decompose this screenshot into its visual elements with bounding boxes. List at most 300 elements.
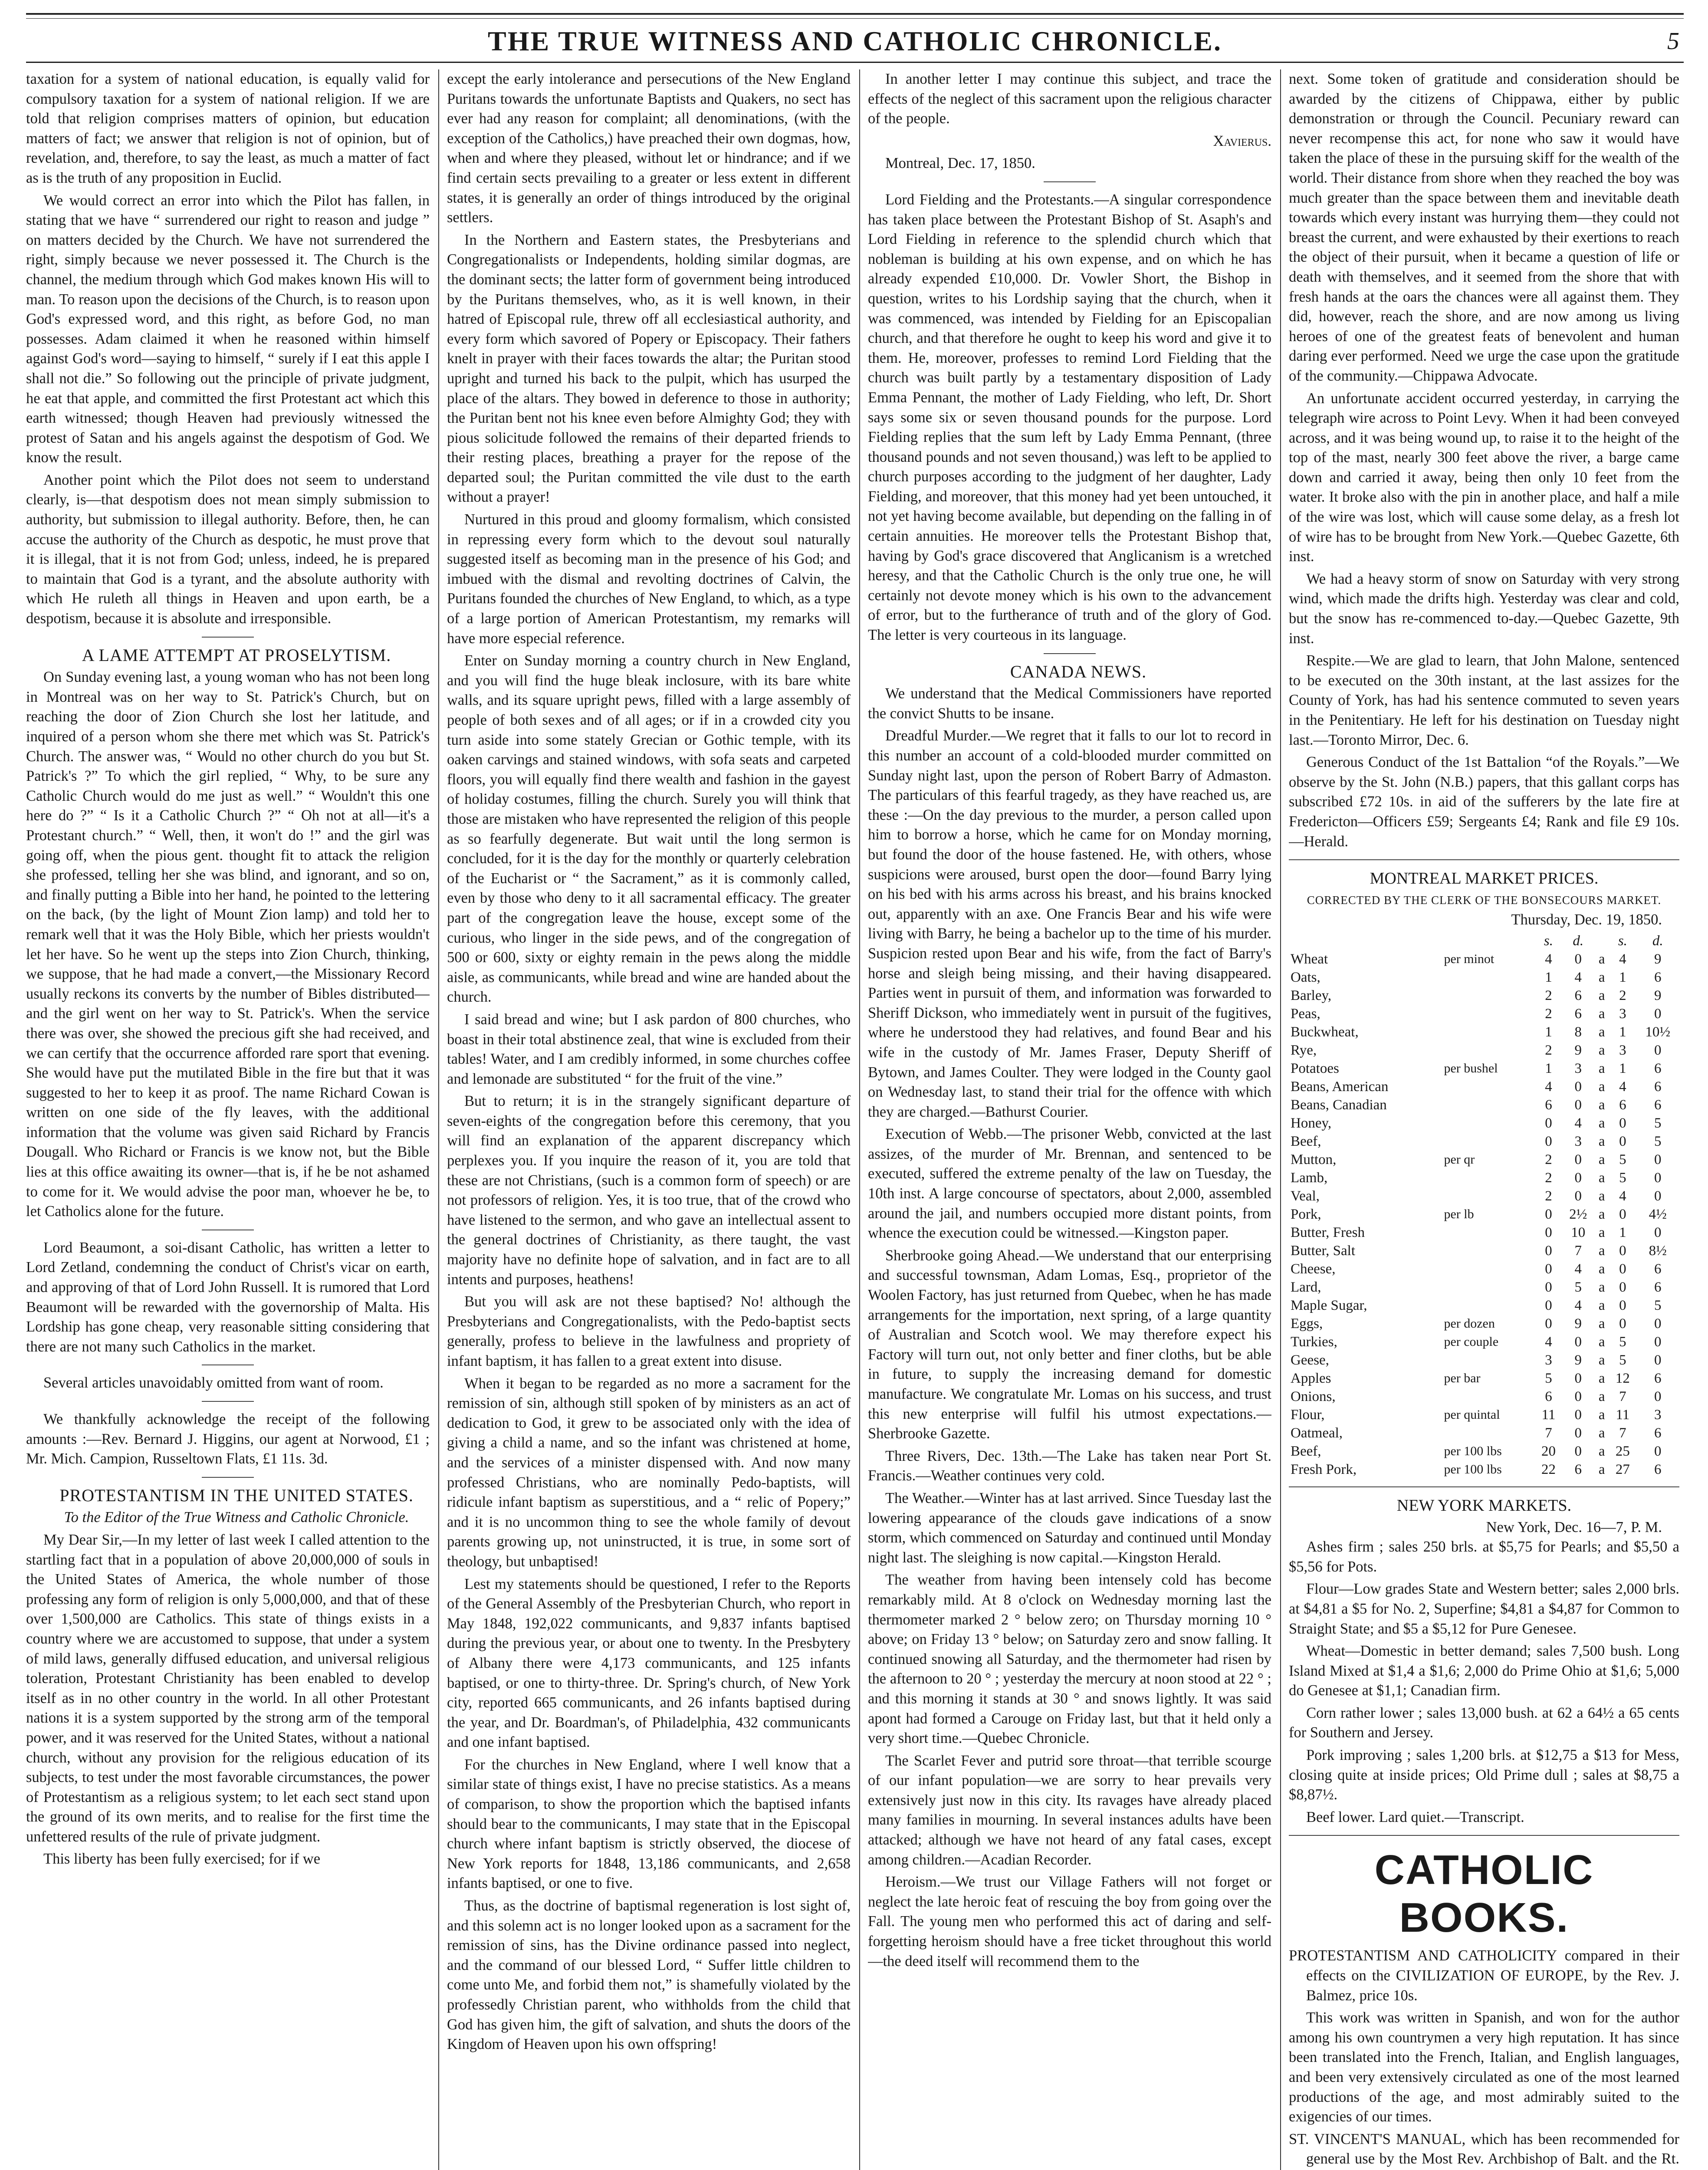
market-unit (1442, 1023, 1535, 1041)
market-item: Turkies, (1291, 1334, 1337, 1350)
market-price: 0 (1545, 1297, 1552, 1313)
article-paragraph: We would correct an error into which the Pilot has fallen, in stating that we have “ surrendered our right to reason and judge ” on matters decided by the Church. We have not surrendered the right, simply because we never possessed it. The Church is the channel, the medium through which God makes known His will to man. To reason upon the decisions of the Church, is to reason upon God's expressed word, and this right, as before God, no man possesses. Adam claimed it when he reasoned within himself against God's word—saying to himself, “ surely if I eat this apple I shall not die.” So following out the principle of private judgment, he eat that apple, and committed the first Protestant act which this earth witnessed; though Heaven had previously witnessed the protest of Satan and his angels against the despotism of God. We know the result. (26, 192, 430, 466)
notice-paragraph: Several articles unavoidably omitted from want of room. (43, 1374, 384, 1391)
news-paragraph: Three Rivers, Dec. 13th.—The Lake has taken near Port St. Francis.—Weather continues very cold. (868, 1447, 1271, 1484)
market-row (1289, 1333, 1679, 1351)
news-paragraph: Heroism.—We trust our Village Fathers will not forget or neglect the late heroic feat of rescuing the boy from going over the Fall. The young men who performed this act of daring and self-forgetting heroism should have a free ticket throughout this world—the deed itself will recommend them to the (868, 1874, 1271, 1969)
ad-paragraph: PROTESTANTISM AND CATHOLICITY compared in their effects on the CIVILIZATION OF EUROPE, by the Rev. J. Balmez, price 10s. (1289, 1947, 1679, 2004)
market-row (1289, 1114, 1679, 1132)
market-price: 7 (1545, 1425, 1552, 1441)
market-price: 6 (1574, 1461, 1582, 1477)
article-paragraph: For the churches in New England, where I well know that a similar state of things exist, I have no precise statistics. As a means of comparison, to show the proportion which the baptised infants should bear to the communicants, I may state that in the Episcopal church where infant baptism is strictly observed, the diocese of New York reports for 1848, 13,186 communicants, and 2,658 infants baptised, or one to five. (447, 1756, 851, 1892)
market-price: 0 (1654, 1170, 1662, 1186)
market-price: 2 (1545, 987, 1552, 1003)
market-unit (1442, 1242, 1535, 1260)
market-paragraph: Corn rather lower ; sales 13,000 bush. at 62 a 64½ a 65 cents for Southern and Jersey. (1289, 1704, 1679, 1741)
market-row (1289, 1369, 1679, 1387)
separator (1289, 859, 1679, 860)
market-row (1289, 1151, 1679, 1169)
market-price: 4 (1545, 1334, 1552, 1350)
article-paragraph: I said bread and wine; but I ask pardon of 800 churches, who boast in their total abstinence zeal, that wine is excluded from their tables! Water, and I am credibly informed, in some churches coffee and lemonade are substituted “ for the fruit of the vine.” (447, 1011, 851, 1087)
column-3 (868, 69, 1271, 2170)
market-price: 4 (1574, 1297, 1582, 1313)
market-unit (1442, 1078, 1535, 1096)
article-paragraph: Thus, as the doctrine of baptismal regeneration is lost sight of, and this solemn act is no longer looked upon as a sacrament for the remission of sins, has the Divine ordinance passed into neglect, and the command of our blessed Lord, “ Suffer little children to come unto Me, and forbid them not,” is shamefully violated by the professedly Christian parent, who withholds from the child that God has given him, the gift of salvation, and shuts the doors of the Kingdom of Heaven upon his own offspring! (447, 1897, 851, 2053)
page-number: 5 (1667, 28, 1679, 55)
market-item: Beans, Canadian (1291, 1097, 1387, 1113)
market-price: a (1598, 1115, 1605, 1131)
market-price: 4 (1619, 1078, 1626, 1095)
market-paragraph: Wheat—Domestic in better demand; sales 7,500 bush. Long Island Mixed at $1,4 a $1,6; 2,000 do Prime Ohio at $1,6; 5,000 do Genesee at $1,1; Canadian firm. (1289, 1643, 1679, 1699)
market-unit (1442, 1114, 1535, 1132)
market-item: Eggs, (1291, 1315, 1323, 1332)
market-price: 0 (1574, 1425, 1582, 1441)
market-unit (1442, 986, 1535, 1005)
market-price: 0 (1574, 951, 1582, 967)
market-header-row (1289, 932, 1679, 950)
separator (202, 637, 254, 638)
market-unit (1442, 1132, 1535, 1151)
market-row (1289, 1205, 1679, 1223)
market-price: a (1598, 1425, 1605, 1441)
market-item: Rye, (1291, 1042, 1317, 1058)
market-price: 1 (1619, 969, 1626, 985)
market-price: 0 (1654, 1443, 1662, 1459)
montreal-market-table (1289, 932, 1679, 1479)
market-price: 25 (1615, 1443, 1630, 1459)
market-price: 0 (1574, 1188, 1582, 1204)
market-price: 0 (1654, 1188, 1662, 1204)
market-price: 1 (1619, 1024, 1626, 1040)
ad-paragraph: This work was written in Spanish, and won for the author among his own countrymen a very high reputation. It has since been translated into the French, Italian, and English languages, and been very extensively circulated as one of the most learned productions of the age, and most admirably suited to the exigencies of our times. (1289, 2009, 1679, 2125)
market-price: 0 (1654, 1042, 1662, 1058)
market-price: 10 (1571, 1224, 1586, 1240)
market-item: Fresh Pork, (1291, 1461, 1357, 1477)
market-row (1289, 1260, 1679, 1278)
market-price: 0 (1574, 1097, 1582, 1113)
news-paragraph: Execution of Webb.—The prisoner Webb, convicted at the last assizes, of the murder of Mr. Brennan, and sentenced to be executed, suffered the extreme penalty of the law on Tuesday, the 10th inst. A large concourse of spectators, about 2,000, assembled around the jail, and numbers occupied more distant points, from whence the execution could be witnessed.—Kingston paper. (868, 1126, 1271, 1242)
market-price: a (1598, 1243, 1605, 1259)
market-item: Honey, (1291, 1115, 1332, 1131)
market-price: 7 (1619, 1388, 1626, 1404)
market-row (1289, 1351, 1679, 1369)
market-unit (1442, 1424, 1535, 1442)
market-item: Pork, (1291, 1206, 1321, 1222)
market-unit: per qr (1444, 1152, 1475, 1167)
market-price: 0 (1574, 1407, 1582, 1423)
market-price: 0 (1545, 1279, 1552, 1295)
market-price: a (1598, 1060, 1605, 1076)
market-paragraph: Flour—Low grades State and Western better; sales 2,000 brls. at $4,81 a $5 for No. 2, Superfine; $4,81 a $4,87 for Common to Straight State; and $5 a $5,12 for Pure Genesee. (1289, 1581, 1679, 1637)
news-paragraph: Respite.—We are glad to learn, that John Malone, sentenced to be executed on the 30th instant, at the last assizes for the County of York, has had his sentence commuted to seven years in the Penitentiary. He left for his destination on Tuesday night last.—Toronto Mirror, Dec. 6. (1289, 652, 1679, 748)
article-heading: A LAME ATTEMPT AT PROSELYTISM. (82, 645, 391, 665)
market-price: 5 (1545, 1370, 1552, 1386)
market-row (1289, 1005, 1679, 1023)
masthead-title: THE TRUE WITNESS AND CATHOLIC CHRONICLE. (488, 26, 1222, 56)
market-price: 3 (1574, 1133, 1582, 1149)
market-price: 8½ (1649, 1243, 1667, 1259)
market-item: Oatmeal, (1291, 1425, 1343, 1441)
market-price: 22 (1541, 1461, 1556, 1477)
market-price: 11 (1616, 1407, 1630, 1423)
market-unit: per minot (1444, 951, 1494, 966)
market-price: 4 (1619, 1188, 1626, 1204)
market-row (1289, 1278, 1679, 1296)
market-row (1289, 1132, 1679, 1151)
market-unit (1442, 1096, 1535, 1114)
pence-header: d. (1573, 933, 1584, 949)
market-price: 0 (1619, 1243, 1626, 1259)
market-price: 0 (1545, 1133, 1552, 1149)
market-unit (1442, 1169, 1535, 1187)
market-price: 9 (1574, 1042, 1582, 1058)
market-price: 6 (1574, 1006, 1582, 1022)
market-item: Lard, (1291, 1279, 1321, 1295)
market-price: 11 (1541, 1407, 1556, 1423)
market-unit (1442, 1041, 1535, 1059)
market-price: a (1598, 1315, 1605, 1332)
article-paragraph: My Dear Sir,—In my letter of last week I called attention to the startling fact that in a population of above 20,000,000 of souls in the United States of America, the whole number of those professing any form of religion is only 5,000,000, and that of these over 1,500,000 are Catholics. This state of things exists in a country where we are accustomed to suppose, that under a system of mild laws, generally diffused education, and universal religious toleration, Protestant Christianity has been enabled to develop itself as in no other country in the world. In all other Protestant nations it is a system supported by the strong arm of the temporal power, and it was reserved for the United States, without a national church, without any provision for the religious education of its subjects, to test under the most favorable circumstances, the power of Protestantism as a religious system; to let each sect stand upon the ground of its own merits, and to realise for the first time the unfettered results of the rule of private judgment. (26, 1531, 430, 1845)
market-unit: per 100 lbs (1444, 1462, 1502, 1476)
market-row (1289, 1059, 1679, 1078)
market-row (1289, 1187, 1679, 1205)
separator (202, 1401, 254, 1402)
market-price: 6 (1654, 1060, 1662, 1076)
market-price: 0 (1654, 1006, 1662, 1022)
market-price: 5 (1654, 1115, 1662, 1131)
column-divider (859, 69, 860, 2170)
montreal-market-corrected: CORRECTED BY THE CLERK OF THE BONSECOURS MARKET. (1307, 893, 1662, 907)
market-item: Maple Sugar, (1291, 1297, 1367, 1313)
article-paragraph: Lord Beaumont, a soi-disant Catholic, has written a letter to Lord Zetland, condemning the conduct of Christ's vicar on earth, and approving of that of Lord John Russell. It is rumored that Lord Beaumont will be rewarded with the governorship of Malta. His Lordship has gone cheap, very reasonable sitting considering that there are not many such Catholics in the market. (26, 1239, 430, 1355)
market-price: 10½ (1645, 1024, 1671, 1040)
news-paragraph: An unfortunate accident occurred yesterday, in carrying the telegraph wire across to Point Levy. When it had been conveyed across, and it was being wound up, to raise it to the height of the top of the mast, nearly 300 feet above the river, a barge came down and carried it away, being then only 10 feet from the water. It broke also with the pin in another place, and half a mile of the wire was lost, which will cause some delay, as a fresh lot of wire has to be brought from New York.—Quebec Gazette, 6th inst. (1289, 390, 1679, 565)
market-price: a (1598, 1352, 1605, 1368)
article-paragraph: Enter on Sunday morning a country church in New England, and you will find the huge bleak inclosure, with its bare white walls, and its square upright pews, filled with a large assembly of people of both sexes and of all ages; or if in a crowded city you turn aside into some stately Grecian or Gothic temple, with its oaken carvings and stained windows, with sofa seats and carpeted floors, you will equally find there wealth and fashion in the gayest of holiday costumes, filling the church. Surely you will think that those are mistaken who have represented the religion of this people as so fearfully degenerate. But wait until the long sermon is concluded, for it is the day for the monthly or quarterly celebration of the Eucharist or “ the Sacrament,” as it is commonly called, even by those who deny to it all sacramental efficacy. The greater part of the congregation leave the house, except some of the curious, who linger in the side pews, and of the congregation of 500 or 600, sixty or eighty remain in the pews along the middle aisle, as communicants, while bread and wine are handed about the church. (447, 652, 851, 1006)
market-price: 6 (1654, 1261, 1662, 1277)
news-paragraph: We understand that the Medical Commissioners have reported the convict Shutts to be insane. (868, 685, 1271, 722)
market-price: 0 (1654, 1151, 1662, 1167)
market-item: Apples (1291, 1370, 1331, 1386)
news-paragraph: The Scarlet Fever and putrid sore throat—that terrible scourge of our infant population—we are sorry to hear prevails very extensively just now in this city. Its ravages have already placed many families in mourning. In several instances adults have been attacked; although we have not heard of any fatal cases, except among children.—Acadian Recorder. (868, 1752, 1271, 1868)
column-2 (447, 69, 851, 2170)
market-row (1289, 1096, 1679, 1114)
market-paragraph: Ashes firm ; sales 250 brls. at $5,75 for Pearls; and $5,50 a $5,56 for Pots. (1289, 1539, 1679, 1575)
market-price: 3 (1654, 1407, 1662, 1423)
market-item: Beef, (1291, 1133, 1321, 1149)
market-price: 1 (1545, 1060, 1552, 1076)
market-price: 4 (1574, 969, 1582, 985)
news-paragraph: Dreadful Murder.—We regret that it falls to our lot to record in this number an account of a cold-blooded murder committed on Sunday night last, upon the person of Robert Barry of Admaston. The particulars of this fearful tragedy, as they have reached us, are these :—On the day previous to the murder, a person called upon him to borrow a horse, which he came for on Monday morning, but found the door of the house fastened. He, with others, whose suspicions were aroused, burst open the door—found Barry lying on his bed with his arms across his breast, and his brains knocked out, apparently with an axe. One Francis Bear and his wife were living with Barry, he being a bachelor up to the time of his murder. Suspicion rested upon Bear and his wife, from the fact of Barry's horse and sleigh being missing, and their having disappeared. Parties went in pursuit of them, and information was forwarded to Sheriff Dickson, who immediately went in pursuit of the fugitives, where he understood they had relatives, and found Bear and his wife in the custody of Mr. James Fraser, Deputy Sheriff of Bytown, and James Coulter. They were lodged in the County gaol on Wednesday last, to stand their trial for the offence with which they are charged.—Bathurst Courier. (868, 727, 1271, 1120)
market-unit (1442, 1005, 1535, 1023)
market-item: Mutton, (1291, 1151, 1337, 1167)
market-row (1289, 968, 1679, 986)
article-paragraph: But to return; it is in the strangely significant departure of seven-eights of the congregation before this ceremony, that you will find an explanation of the apparent discrepancy which perplexes you. If you inquire the reason of it, you are told that these are not Christians, (such is a common form of speech) or are not professors of religion. Yes, it is too true, that of the crowd who have listened to the sermon, and who gave an intellectual assent to the general doctrines of Christianity, as there taught, the vast majority have no definite hope of salvation, and in fact are to all intents and purposes, heathens! (447, 1093, 851, 1288)
market-price: 4 (1545, 951, 1552, 967)
market-row (1289, 1223, 1679, 1242)
market-price: 9 (1574, 1352, 1582, 1368)
market-price: 4½ (1649, 1206, 1667, 1222)
market-price: 5 (1619, 1334, 1626, 1350)
market-price: 4 (1574, 1261, 1582, 1277)
market-item: Onions, (1291, 1388, 1336, 1404)
separator (202, 1364, 254, 1365)
market-price: 0 (1619, 1206, 1626, 1222)
market-row (1289, 1315, 1679, 1333)
market-row (1289, 1078, 1679, 1096)
market-price: 2 (1545, 1151, 1552, 1167)
market-price: 1 (1619, 1060, 1626, 1076)
market-row (1289, 986, 1679, 1005)
market-price: a (1598, 1461, 1605, 1477)
market-price: 6 (1654, 1425, 1662, 1441)
market-price: 6 (1654, 1461, 1662, 1477)
market-item: Potatoes (1291, 1060, 1339, 1076)
article-paragraph: Another point which the Pilot does not seem to understand clearly, is—that despotism does not mean simply submission to authority, but submission to illegal authority. Before, then, he can accuse the authority of the Church as despotic, he must prove that it is illegal, that it is not from God; unless, indeed, he is prepared to maintain that God is a tyrant, and the absolute authority with which He ruleth all things in Heaven and upon earth, be a despotism, because it is absolute and irresponsible. (26, 471, 430, 627)
market-price: 2 (1545, 1042, 1552, 1058)
market-price: 6 (1654, 969, 1662, 985)
market-price: 2 (1545, 1188, 1552, 1204)
market-price: 0 (1545, 1315, 1552, 1332)
market-price: 2 (1619, 987, 1626, 1003)
article-paragraph: Nurtured in this proud and gloomy formalism, which consisted in repressing every form which to the devout soul naturally suggested itself as becoming man in the presence of his God; and imbued with the dismal and revolting doctrines of Calvin, the Puritans founded the churches of New England, to which, as a type of a large portion of American Protestantism, my remarks will have more especial reference. (447, 511, 851, 647)
market-unit: per 100 lbs (1444, 1443, 1502, 1458)
market-paragraph: Pork improving ; sales 1,200 brls. at $12,75 a $13 for Mess, closing quite at inside prices; Old Prime dull ; sales at $8,75 a $8,87½. (1289, 1747, 1679, 1803)
market-paragraph: Beef lower. Lard quiet.—Transcript. (1306, 1808, 1524, 1825)
ad-paragraph: ST. VINCENT'S MANUAL, which has been recommended for general use by the Most Rev. Archbishop of Balt. and the Rt. (1289, 2131, 1679, 2167)
market-item: Oats, (1291, 969, 1320, 985)
separator (1044, 653, 1096, 654)
market-price: a (1598, 1388, 1605, 1404)
market-price: 0 (1619, 1279, 1626, 1295)
pence-header: d. (1652, 933, 1663, 949)
separator (1289, 1486, 1679, 1487)
article-paragraph: Lest my statements should be questioned, I refer to the Reports of the General Assembly of the Presbyterian Church, who report in May 1848, 192,022 communicants, and 9,837 infants baptised during the previous year, or about one to twenty. In the Presbytery of Albany there were 4,173 communicants, and 125 infants baptised, or one to thirty-three. Dr. Spring's church, of New York city, reported 665 communicants, and 26 infants baptised during the year, and Dr. Boardman's, of Philadelphia, 432 communicants and one infant baptised. (447, 1575, 851, 1751)
market-row (1289, 1460, 1679, 1479)
market-price: 4 (1619, 951, 1626, 967)
market-price: 6 (1574, 987, 1582, 1003)
market-row (1289, 1242, 1679, 1260)
market-price: 5 (1619, 1352, 1626, 1368)
column-1 (26, 69, 430, 2170)
market-item: Veal, (1291, 1188, 1320, 1204)
market-row (1289, 1296, 1679, 1315)
letter-dateline: Montreal, Dec. 17, 1850. (885, 155, 1035, 172)
column-divider (438, 69, 439, 2170)
market-unit (1442, 968, 1535, 986)
market-row (1289, 1406, 1679, 1424)
market-price: 0 (1654, 1352, 1662, 1368)
market-price: 9 (1574, 1315, 1582, 1332)
market-item: Beans, American (1291, 1078, 1389, 1095)
market-price: 3 (1574, 1060, 1582, 1076)
market-price: a (1598, 1170, 1605, 1186)
market-price: 6 (1654, 1078, 1662, 1095)
column-4 (1289, 69, 1679, 2170)
market-unit: per quintal (1444, 1407, 1500, 1422)
market-price: 2 (1545, 1006, 1552, 1022)
news-paragraph: Sherbrooke going Ahead.—We understand that our enterprising and successful townsman, Adam Lomas, Esq., proprietor of the Woolen Factory, has just returned from Quebec, when he has made arrangements for the importation, next spring, of a large quantity of Australian and Scotch wool. We may therefore expect his Factory will turn out, not only better and finer cloths, but be able in future, to supply the increasing demand for domestic manufacture. We congratulate Mr. Lomas on his success, and trust this new enterprise will fulfil his utmost expectations.—Sherbrooke Gazette. (868, 1247, 1271, 1442)
market-price: 5 (1654, 1297, 1662, 1313)
market-unit (1442, 1260, 1535, 1278)
section-heading: CANADA NEWS. (1010, 661, 1147, 681)
market-price: 1 (1545, 1024, 1552, 1040)
news-paragraph: The weather from having been intensely cold has become remarkably mild. At 8 o'clock on Wednesday morning last the thermometer marked 2 ° below zero; on Thursday morning 10 ° above; on Friday 13 ° below; on Saturday zero and snow falling. It continued snowing all Saturday, and the thermometer had risen by the afternoon to 20 ° ; yesterday the mercury at noon stood at 22 ° ; and this morning it stands at 30 ° and snows lightly. It was said apont had formed a Carouge on Friday last, but that it held only a very short time.—Quebec Chronicle. (868, 1572, 1271, 1747)
market-unit (1442, 1278, 1535, 1296)
market-item: Peas, (1291, 1006, 1320, 1022)
market-price: a (1598, 1024, 1605, 1040)
separator (202, 1477, 254, 1478)
market-price: 6 (1654, 1097, 1662, 1113)
montreal-market-title: MONTREAL MARKET PRICES. (1370, 869, 1599, 888)
market-item: Flour, (1291, 1407, 1325, 1423)
letter-signature: Xavierus. (1213, 132, 1271, 149)
market-price: a (1598, 1443, 1605, 1459)
market-item: Butter, Salt (1291, 1243, 1355, 1259)
separator (1044, 181, 1096, 182)
market-row (1289, 1169, 1679, 1187)
market-unit: per bushel (1444, 1061, 1498, 1075)
market-price: 0 (1574, 1388, 1582, 1404)
market-price: a (1598, 1097, 1605, 1113)
market-unit: per lb (1444, 1207, 1474, 1221)
market-unit (1442, 1387, 1535, 1406)
market-price: a (1598, 1133, 1605, 1149)
market-unit: per couple (1444, 1334, 1499, 1349)
market-price: 0 (1619, 1115, 1626, 1131)
market-price: 0 (1574, 1370, 1582, 1386)
market-price: a (1598, 1151, 1605, 1167)
market-price: 5 (1654, 1133, 1662, 1149)
market-row (1289, 1424, 1679, 1442)
market-price: 0 (1545, 1224, 1552, 1240)
market-price: 0 (1654, 1388, 1662, 1404)
market-price: 7 (1574, 1243, 1582, 1259)
market-unit: per bar (1444, 1371, 1481, 1385)
market-price: 4 (1545, 1078, 1552, 1095)
article-heading: PROTESTANTISM IN THE UNITED STATES. (59, 1485, 414, 1505)
market-price: 3 (1545, 1352, 1552, 1368)
market-price: 0 (1545, 1115, 1552, 1131)
market-price: 0 (1619, 1315, 1626, 1332)
market-price: 20 (1541, 1443, 1556, 1459)
market-price: 0 (1574, 1443, 1582, 1459)
market-price: 8 (1574, 1024, 1582, 1040)
news-paragraph: Generous Conduct of the 1st Battalion “of the Royals.”—We observe by the St. John (N.B.) papers, that this gallant corps has subscribed £72 10s. in aid of the sufferers by the late fire at Fredericton—Officers £59; Sergeants £4; Rank and file £9 10s.—Herald. (1289, 754, 1679, 850)
market-price: 5 (1619, 1151, 1626, 1167)
market-unit (1442, 1296, 1535, 1315)
market-price: 6 (1619, 1097, 1626, 1113)
top-thin-rule (26, 18, 1684, 19)
newyork-market-title: NEW YORK MARKETS. (1396, 1496, 1572, 1515)
article-paragraph: This liberty has been fully exercised; for if we (43, 1851, 321, 1868)
market-price: 7 (1619, 1425, 1626, 1441)
market-price: 0 (1574, 1078, 1582, 1095)
market-price: 4 (1574, 1115, 1582, 1131)
market-row (1289, 1387, 1679, 1406)
newyork-market-date: New York, Dec. 16—7, P. M. (1486, 1519, 1662, 1535)
market-price: 0 (1654, 1315, 1662, 1332)
market-price: 6 (1545, 1097, 1552, 1113)
notice-paragraph: We thankfully acknowledge the receipt of the following amounts :—Rev. Bernard J. Higgins, our agent at Norwood, £1 ; Mr. Mich. Campion, Russeltown Flats, £1 11s. 3d. (26, 1411, 430, 1467)
market-price: 1 (1545, 969, 1552, 985)
market-price: a (1598, 951, 1605, 967)
market-price: a (1598, 1370, 1605, 1386)
market-item: Barley, (1291, 987, 1332, 1003)
market-price: 0 (1654, 1334, 1662, 1350)
article-paragraph: On Sunday evening last, a young woman who has not been long in Montreal was on her way to St. Patrick's Church, but on reaching the door of Zion Church she lost her latitude, and inquired of a person whom she there met which was St. Patrick's Church. The answer was, “ Would no other church do you but St. Patrick's ?” To which the girl replied, “ Why, to be sure any Catholic Church would do me just as well.” “ Wouldn't this one here do ?” “ Is it a Catholic Church ?” “ Oh not at all—it's a Protestant church.” “ Well, then, it won't do !” and the girl was going off, when the pious gent. thought fit to attack the religion she professed, telling her she was blind, and ignorant, and so on, and finally putting a Bible into her hand, he pointed to the lettering on the back, (by the light of Mount Zion lamp) and told her to remark well that it was the Holy Bible, which her priests wouldn't let her have. So he went up the steps into Zion Church, thinking, we suppose, that he had made a convert,—the Missionary Record usually reckons its converts by the number of Bibles distributed—and the girl went on her way to St. Patrick's. When the service there was over, she showed the precious gift she had received, and we can certify that the occurrence afforded rare sport that evening. She would have put the mutilated Bible in the fire but that it was suggested to her to keep it as proof. The name Richard Cowan is written on one side of the fly leaves, with the additional information that the volume was given said Richard by Francis Dougall. Who Richard or Francis is we know not, but the Bible lies at this office awaiting its owner—that is, if he be not ashamed to come for it. We would advise the poor man, whoever he be, to let Catholics alone for the future. (26, 669, 430, 1220)
market-price: 0 (1574, 1151, 1582, 1167)
masthead-rule (26, 62, 1684, 63)
market-unit (1442, 1187, 1535, 1205)
market-price: 9 (1654, 951, 1662, 967)
article-paragraph: But you will ask are not these baptised? No! although the Presbyterians and Congregationalists, with the Pedo-baptist sects generally, profess to believe in the lawfulness and propriety of infant baptism, it has fallen to a great extent into disuse. (447, 1293, 851, 1369)
market-price: 0 (1545, 1261, 1552, 1277)
market-item: Geese, (1291, 1352, 1329, 1368)
market-price: 0 (1619, 1261, 1626, 1277)
market-item: Cheese, (1291, 1261, 1336, 1277)
market-price: 6 (1545, 1388, 1552, 1404)
market-unit (1442, 1223, 1535, 1242)
market-row (1289, 1023, 1679, 1041)
market-item: Lamb, (1291, 1170, 1328, 1186)
market-price: a (1598, 987, 1605, 1003)
article-paragraph: In the Northern and Eastern states, the Presbyterians and Congregationalists or Independents, holding similar dogmas, are the dominant sects; the latter form of government being introduced by the Puritans themselves, who, as it is well known, in their hatred of Episcopal rule, threw off all ecclesiastical authority, and every form which savored of Popery or Episcopacy. Their fathers knelt in prayer with their faces towards the altar; the Puritan stood upright and turned his back to the pulpit, which has usurped the place of the altars. They bowed in deference to those in authority; the Puritan bent not his knee even before Almighty God; they with pious solicitude followed the remains of their departed friends to their resting places, breathing a prayer for the repose of the departed soul; the Puritan committed the vile dust to the earth without a prayer! (447, 231, 851, 506)
catholic-books-ad-title: CATHOLIC BOOKS. (1374, 1847, 1594, 1941)
market-price: a (1598, 1407, 1605, 1423)
market-price: a (1598, 1206, 1605, 1222)
market-price: 0 (1574, 1170, 1582, 1186)
news-paragraph: The Weather.—Winter has at last arrived. Since Tuesday last the lowering appearance of the clouds gave indications of a snow storm, which commenced on Saturday and continued until Monday night last. The sleighing is now capital.—Kingston Herald. (868, 1489, 1271, 1566)
market-price: a (1598, 1279, 1605, 1295)
article-paragraph: When it began to be regarded as no more a sacrament for the remission of sin, although still spoken of by ministers as an act of dedication to God, it grew to be associated only with the idea of giving a child a name, and so the infant was christened at home, and the services of a minister dispensed with. And now many professed Christians, who are nominally Pedo-baptists, will ridicule infant baptism as superstitious, and a “ relic of Popery;” and it is no uncommon thing to see the whole family of devout parents growing up, not uninstructed, it is true, in some sort of theology, but unbaptised! (447, 1375, 851, 1570)
market-price: a (1598, 1261, 1605, 1277)
market-price: 0 (1619, 1133, 1626, 1149)
market-price: 0 (1619, 1297, 1626, 1313)
market-price: 6 (1654, 1279, 1662, 1295)
article-paragraph: In another letter I may continue this subject, and trace the effects of the neglect of this sacrament upon the religious character of the people. (868, 71, 1271, 127)
market-price: a (1598, 1297, 1605, 1313)
shillings-header: s. (1544, 933, 1553, 949)
market-price: 0 (1545, 1243, 1552, 1259)
column-divider (1280, 69, 1281, 2170)
article-subheading: To the Editor of the True Witness and Catholic Chronicle. (64, 1509, 409, 1526)
market-price: 0 (1545, 1206, 1552, 1222)
newspaper-page (26, 13, 1684, 2170)
separator (1289, 1835, 1679, 1836)
market-price: a (1598, 1078, 1605, 1095)
market-price: 12 (1615, 1370, 1630, 1386)
market-item: Wheat (1291, 951, 1328, 967)
article-paragraph: taxation for a system of national education, is equally valid for compulsory taxation for a system of national religion. If we are told that religion comprises matters of opinion, but education matters of fact; we answer that religion is not of opinion, but of revelation, and, therefore, to say the least, as much a matter of fact as is the truth of any proposition in Euclid. (26, 71, 430, 186)
market-price: 6 (1654, 1370, 1662, 1386)
market-price: a (1598, 1224, 1605, 1240)
market-price: 0 (1574, 1334, 1582, 1350)
article-paragraph: except the early intolerance and persecutions of the New England Puritans towards the unfortunate Baptists and Quakers, no sect has ever had any reason for complaint; all denominations, (with the exception of the Catholics,) have preached their own dogmas, how, when and where they pleased, without let or hindrance; and if we find certain sects prevailing to a greater or less extent in different states, it is generally an order of things introduced by the original settlers. (447, 71, 851, 226)
market-item: Butter, Fresh (1291, 1224, 1365, 1240)
market-price: a (1598, 969, 1605, 985)
market-price: a (1598, 1042, 1605, 1058)
market-price: 27 (1615, 1461, 1630, 1477)
market-unit: per dozen (1444, 1316, 1495, 1331)
market-item: Beef, (1291, 1443, 1321, 1459)
market-price: 2½ (1569, 1206, 1587, 1222)
market-row (1289, 1041, 1679, 1059)
article-paragraph: Lord Fielding and the Protestants.—A singular correspondence has taken place between the Protestant Bishop of St. Asaph's and Lord Fielding in reference to the splendid church which that nobleman is building at his own expense, and on which he has already expended £10,000. Dr. Vowler Short, the Bishop in question, writes to his Lordship saying that the church, when it was commenced, was intended by Fielding for an Episcopalian church, and that therefore he ought to keep his word and give it to them. He, moreover, professes to remind Lord Fielding that the church was built partly by a testamentary disposition of Lady Emma Pennant, the mother of Lady Fielding, who left, Dr. Short says some six or seven thousand pounds for the purpose. Lord Fielding replies that the sum left by Lady Emma Pennant, (three thousand pounds and not seven thousand,) was left to be applied to church purposes according to the judgment of her daughter, Lady Fielding, and moreover, that this money had yet been untouched, it not yet having become available, but depending on the falling in of certain annuities. He moreover tells the Protestant Bishop that, having by God's grace discovered that Anglicanism is a wretched heresy, and that the Catholic Church is the only true one, he will certainly not devote money which is his own to the advancement of error, but to the furtherance of truth and of the glory of God. The letter is very courteous in its language. (868, 191, 1271, 644)
montreal-market-date: Thursday, Dec. 19, 1850. (1511, 911, 1662, 928)
market-price: 2 (1545, 1170, 1552, 1186)
market-price: 3 (1619, 1006, 1626, 1022)
